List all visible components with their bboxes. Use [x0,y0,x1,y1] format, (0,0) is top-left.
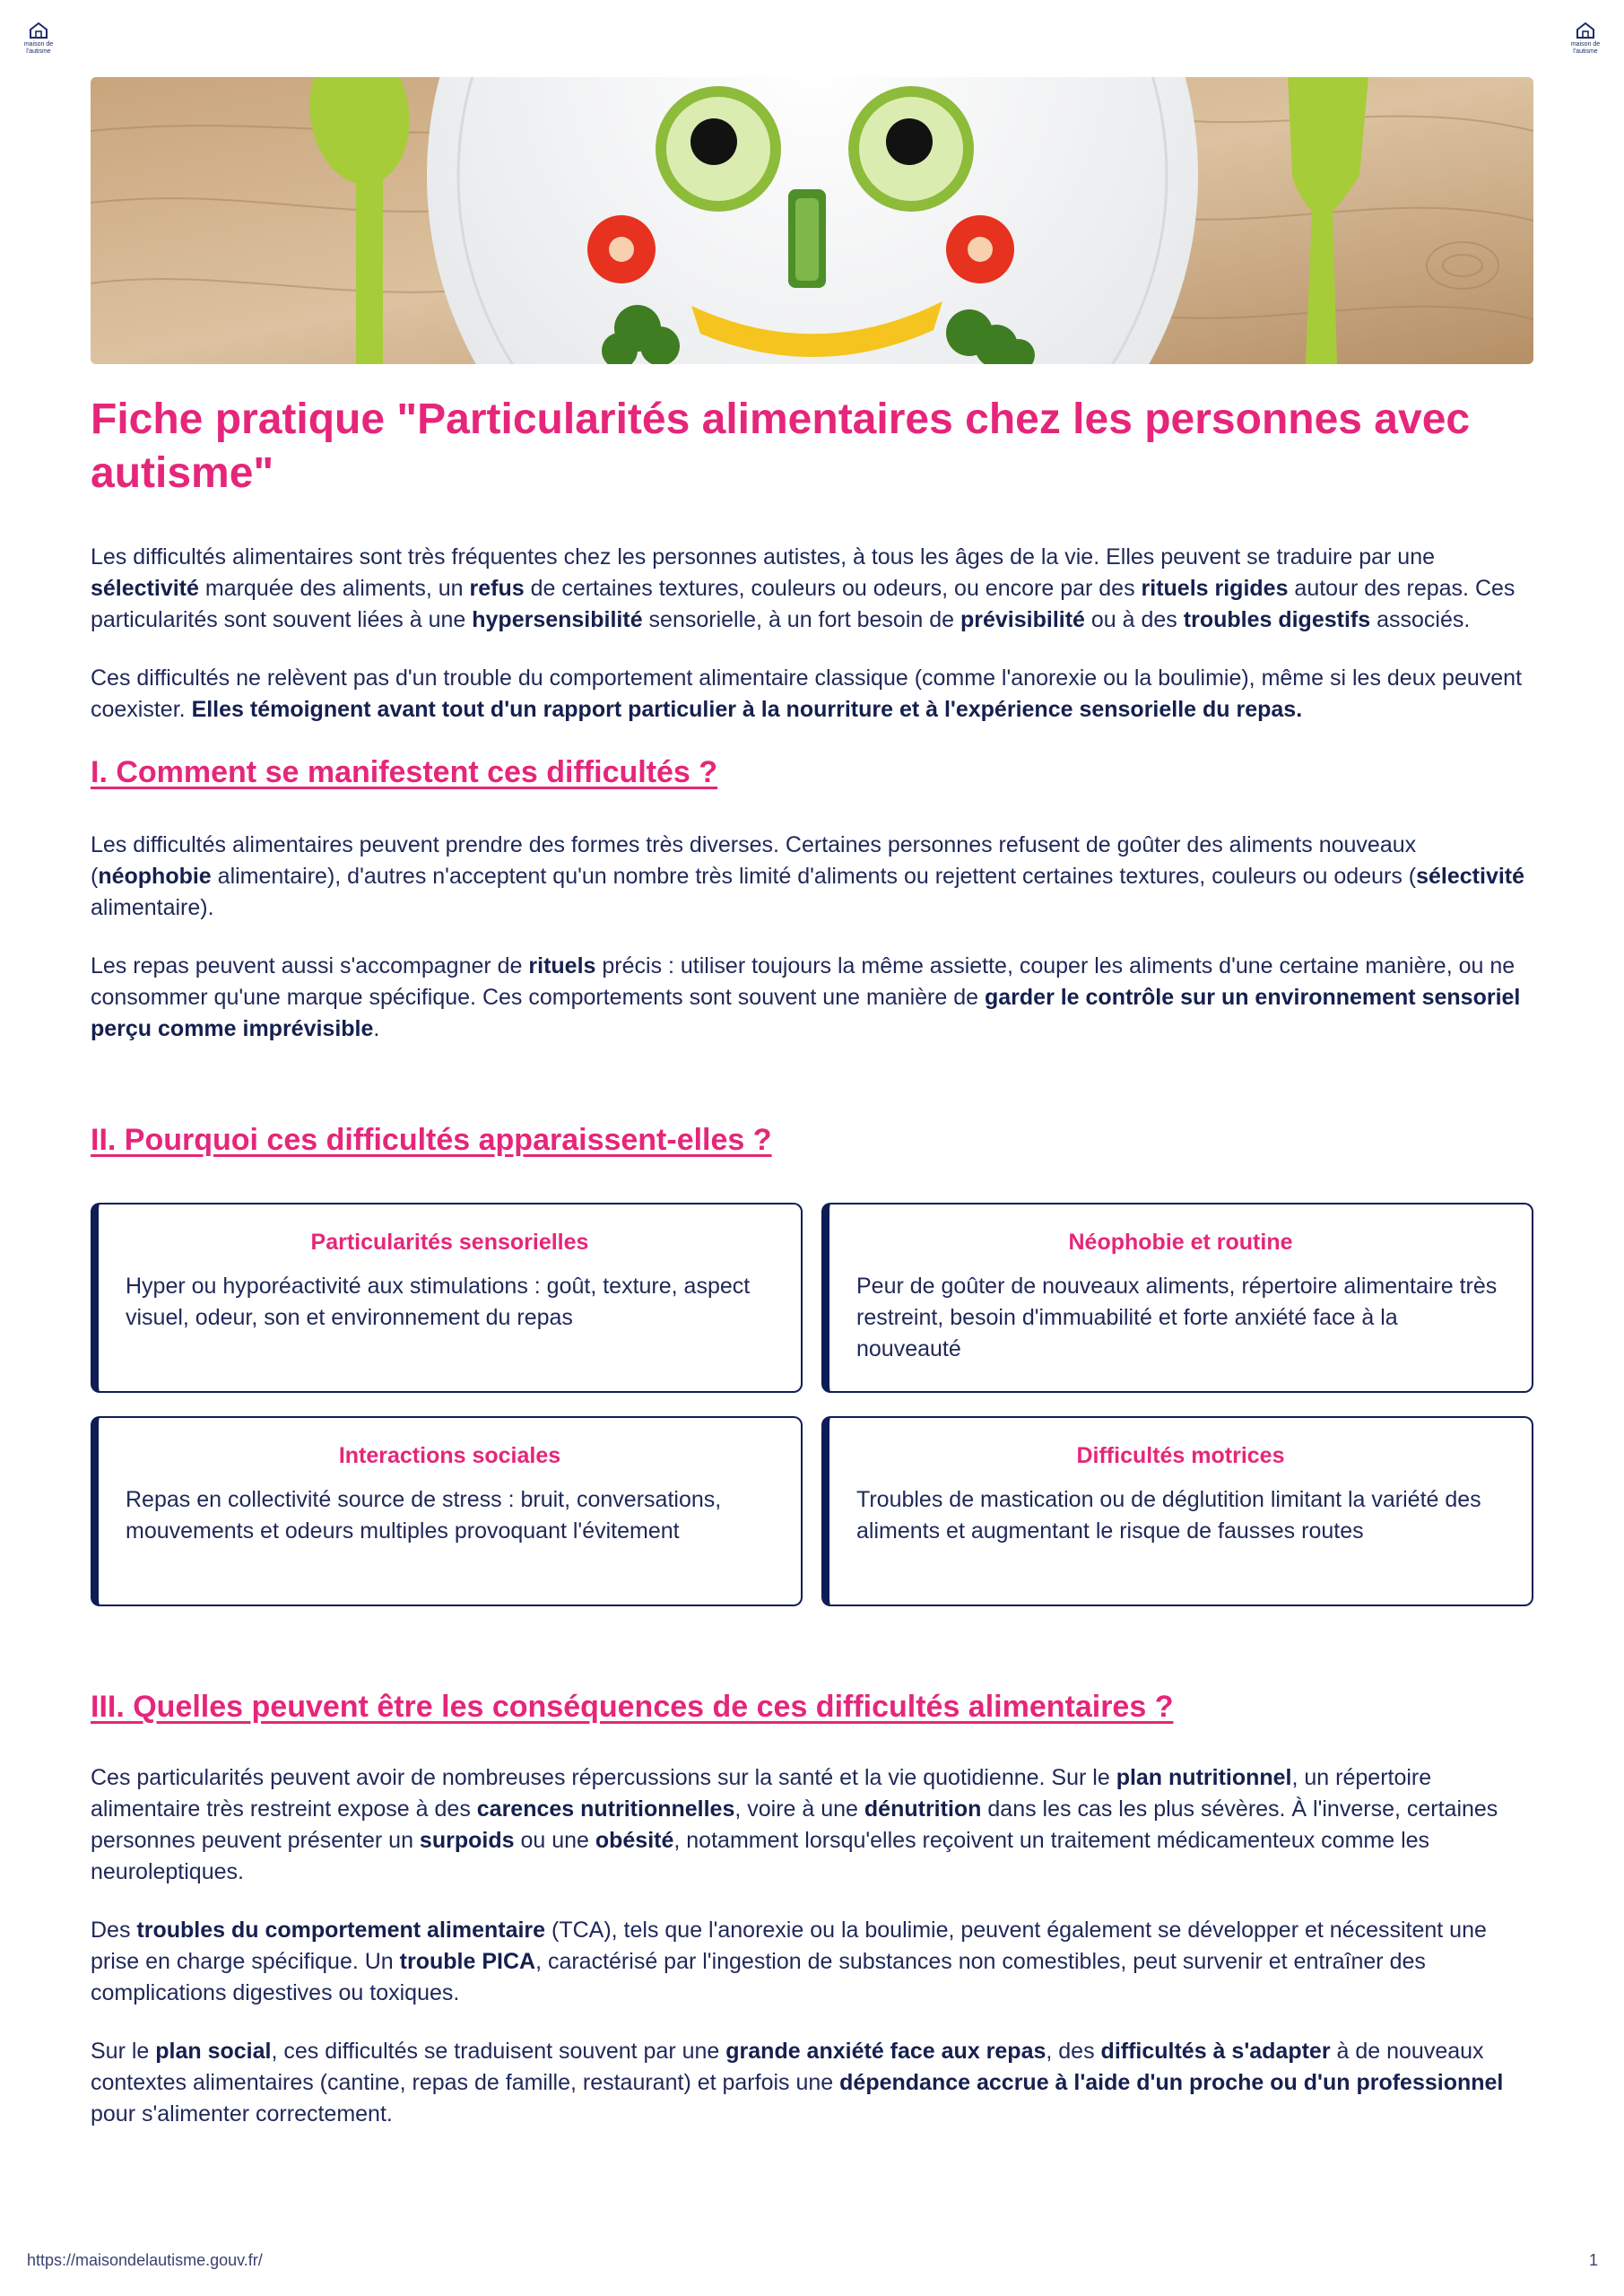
card-title: Néophobie et routine [1068,1230,1293,1255]
section-1-paragraph-1: Les difficultés alimentaires peuvent prendre des formes très diverses. Certaines personnes refusent de goûter des aliments nouveaux (néophobie alimentaire), d'autres n'acceptent qu'un nombre très limité d'aliments ou rejettent certaines textures, couleurs ou odeurs (sélectivité alimentaire). [91,832,1525,920]
bold-phrase: Elles témoignent avant tout d'un rapport particulier à la nourriture et à l'expérience sensorielle du repas. [191,697,1303,722]
bold-phrase: troubles du comportement alimentaire [136,1918,546,1943]
logo-right[interactable] [1559,22,1612,56]
card-social [91,1416,803,1606]
bold-phrase: plan nutritionnel [1116,1765,1292,1790]
section-1-paragraph-2: Les repas peuvent aussi s'accompagner de rituels précis : utiliser toujours la même assiette, couper les aliments d'une certaine manière, ou ne consommer qu'une marque spécifique. Ces comportements sont souvent une manière de garder le contrôle sur un environnement sensoriel perçu comme imprévisible. [91,953,1521,1041]
bold-phrase: refus [469,576,525,601]
bold-phrase: rituels rigides [1141,576,1289,601]
card-neophobia [821,1203,1533,1393]
page-number: 1 [1589,2251,1599,2269]
bold-phrase: sélectivité [1416,864,1525,889]
main-content [91,393,1533,2157]
bold-phrase: néophobie [98,864,212,889]
logo-line-1: maison de [23,41,54,48]
logo-line-1: maison de [1570,41,1601,48]
bold-phrase: dénutrition [864,1796,982,1822]
bold-phrase: sélectivité [91,576,199,601]
section-3-paragraph-3: Sur le plan social, ces difficultés se traduisent souvent par une grande anxiété face aux repas, des difficultés à s'adapter à de nouveaux contextes alimentaires (cantine, repas de famille, restaurant) et parfois une dépendance accrue à l'aide d'un proche ou d'un professionnel pour s'alimenter correctement. [91,2039,1504,2126]
section-1-heading: I. Comment se manifestent ces difficultés ? [91,755,718,789]
card-sensory [91,1203,803,1393]
section-2-heading: II. Pourquoi ces difficultés apparaissent-elles ? [91,1123,772,1157]
bold-phrase: grande anxiété face aux repas [725,2039,1046,2064]
intro-paragraph-1: Les difficultés alimentaires sont très fréquentes chez les personnes autistes, à tous les âges de la vie. Elles peuvent se traduire par une sélectivité marquée des aliments, un refus de certaines textures, couleurs ou odeurs, ou encore par des rituels rigides autour des repas. Ces particularités sont souvent liées à une hypersensibilité sensorielle, à un fort besoin de prévisibilité ou à des troubles digestifs associés. [91,544,1515,632]
card-text: Hyper ou hyporéactivité aux stimulations : goût, texture, aspect visuel, odeur, son et environnement du repas [126,1274,751,1330]
bold-phrase: trouble PICA [399,1949,536,1974]
bold-phrase: dépendance accrue à l'aide d'un proche ou d'un professionnel [839,2070,1504,2095]
intro-paragraph-2: Ces difficultés ne relèvent pas d'un trouble du comportement alimentaire classique (comme l'anorexie ou la boulimie), même si les deux peuvent coexister. Elles témoignent avant tout d'un rapport particulier à la nourriture et à l'expérience sensorielle du repas. [91,665,1523,722]
bold-phrase: plan social [155,2039,272,2064]
bold-phrase: surpoids [419,1828,515,1853]
card-title: Particularités sensorielles [310,1230,589,1255]
bold-phrase: troubles digestifs [1183,607,1371,632]
logo-line-2: l'autisme [1573,48,1598,55]
bold-phrase: obésité [595,1828,674,1853]
card-title: Difficultés motrices [1076,1443,1285,1468]
card-text: Repas en collectivité source de stress : bruit, conversations, mouvements et odeurs multiples provoquant l'évitement [126,1487,722,1544]
logo-line-2: l'autisme [26,48,51,55]
bold-phrase: rituels [528,953,596,978]
logo-left[interactable] [12,22,65,56]
footer-url-link[interactable]: https://maisondelautisme.gouv.fr/ [27,2251,263,2269]
house-icon [1576,22,1595,39]
cause-cards [91,1203,1533,1606]
bold-phrase: prévisibilité [960,607,1085,632]
card-motor [821,1416,1533,1606]
card-text: Troubles de mastication ou de déglutition limitant la variété des aliments et augmentant le risque de fausses routes [856,1487,1481,1544]
bold-phrase: garder le contrôle sur un environnement sensoriel perçu comme imprévisible [91,985,1521,1041]
card-text: Peur de goûter de nouveaux aliments, répertoire alimentaire très restreint, besoin d'immuabilité et forte anxiété face à la nouveauté [856,1274,1498,1361]
bold-phrase: carences nutritionnelles [476,1796,735,1822]
page-title: Fiche pratique "Particularités alimentaires chez les personnes avec autisme" [91,396,1471,497]
section-3-paragraph-1: Ces particularités peuvent avoir de nombreuses répercussions sur la santé et la vie quotidienne. Sur le plan nutritionnel, un répertoire alimentaire très restreint expose à des carences nutritionnelles, voire à une dénutrition dans les cas les plus sévères. À l'inverse, certaines personnes peuvent présenter un surpoids ou une obésité, notamment lorsqu'elles reçoivent un traitement médicamenteux comme les neuroleptiques. [91,1765,1498,1884]
section-3-heading: III. Quelles peuvent être les conséquences de ces difficultés alimentaires ? [91,1690,1174,1724]
bold-phrase: hypersensibilité [472,607,643,632]
section-3-paragraph-2: Des troubles du comportement alimentaire (TCA), tels que l'anorexie ou la boulimie, peuvent également se développer et nécessitent une prise en charge spécifique. Un trouble PICA, caractérisé par l'ingestion de substances non comestibles, peut survenir et entraîner des complications digestives ou toxiques. [91,1918,1487,2005]
banner-image [91,77,1533,364]
card-title: Interactions sociales [338,1443,561,1468]
house-icon [29,22,48,39]
bold-phrase: difficultés à s'adapter [1100,2039,1331,2064]
